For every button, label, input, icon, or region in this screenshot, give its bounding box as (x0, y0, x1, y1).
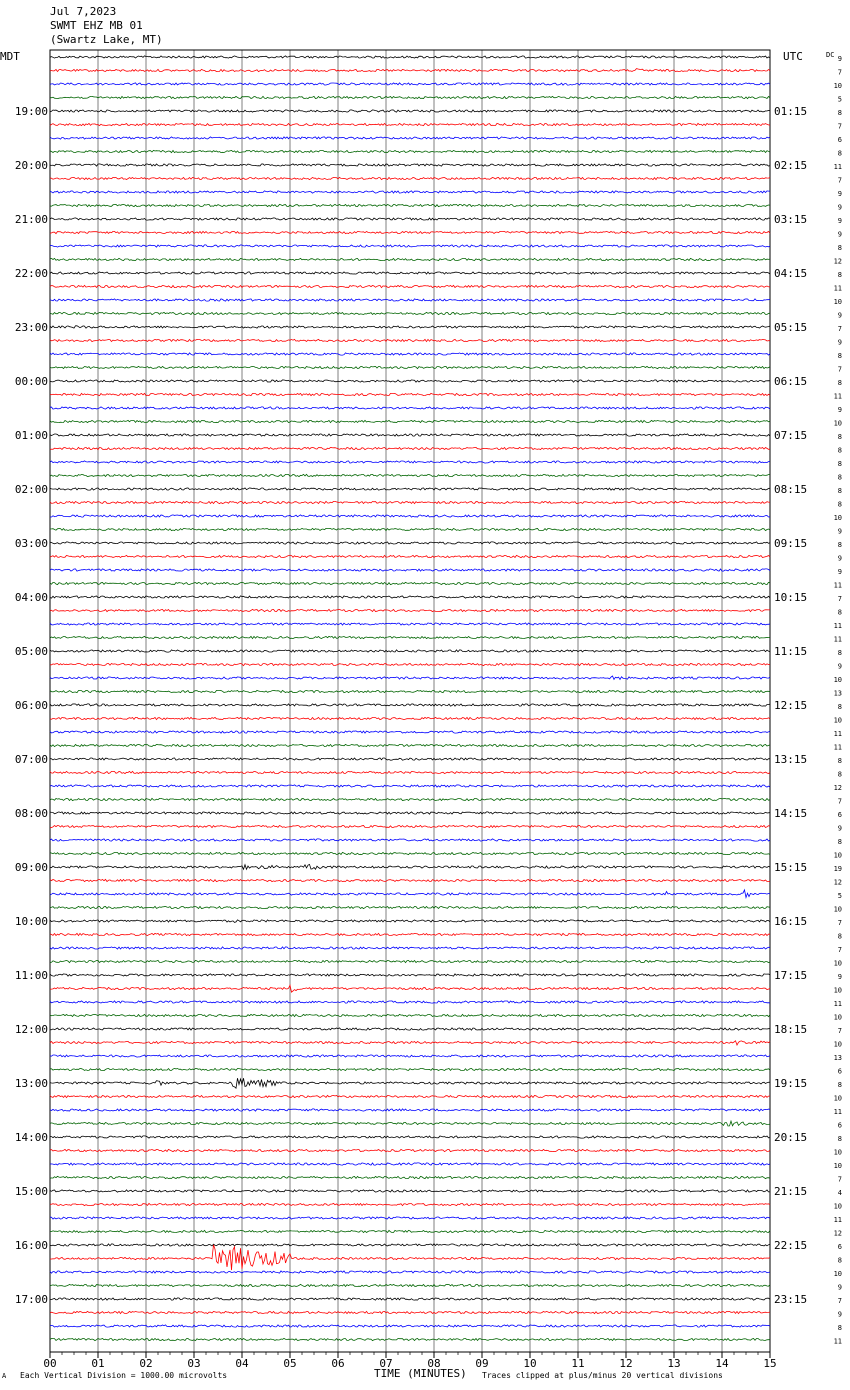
dc-value-label: 9 (837, 311, 842, 320)
dc-value-label: 10 (833, 82, 842, 90)
right-hour-label: 12:15 (774, 699, 808, 712)
seismic-trace (50, 1068, 770, 1070)
seismic-trace (50, 501, 770, 503)
seismic-trace (50, 1203, 770, 1205)
seismic-trace (50, 407, 770, 409)
seismic-trace (50, 1041, 770, 1045)
seismic-trace (50, 137, 770, 139)
seismic-trace (50, 110, 770, 112)
dc-value-label: 9 (837, 338, 842, 347)
dc-value-label: 8 (837, 541, 842, 549)
dc-value-label: 6 (837, 1243, 842, 1251)
right-hour-label: 14:15 (774, 807, 808, 820)
right-hour-label: 11:15 (774, 645, 808, 658)
seismic-trace (50, 164, 770, 166)
seismic-trace (50, 609, 770, 611)
dc-value-label: 7 (837, 1175, 842, 1184)
dc-value-label: 8 (837, 446, 842, 455)
left-hour-label: 11:00 (14, 969, 48, 982)
seismic-trace (50, 1078, 770, 1088)
seismic-trace (50, 985, 770, 992)
right-hour-label: 23:15 (774, 1293, 808, 1306)
dc-value-label: 10 (833, 419, 842, 428)
dc-value-label: 6 (837, 136, 842, 144)
left-hour-label: 14:00 (14, 1131, 48, 1144)
seismic-trace (50, 326, 770, 328)
dc-value-label: 13 (833, 689, 842, 698)
dc-value-label: 6 (837, 811, 842, 819)
dc-value-label: 9 (837, 1283, 842, 1292)
dc-value-label: 8 (837, 1081, 842, 1089)
dc-value-label: 8 (837, 770, 842, 779)
dc-value-label: 8 (837, 271, 842, 279)
seismic-trace (50, 864, 770, 869)
dc-value-label: 11 (833, 163, 842, 171)
seismic-trace (50, 663, 770, 665)
dc-value-label: 11 (833, 392, 842, 401)
x-tick-label: 00 (43, 1357, 57, 1370)
dc-value-label: 7 (837, 595, 842, 603)
dc-value-label: 7 (837, 68, 842, 77)
right-hour-label: 19:15 (774, 1077, 808, 1090)
right-hour-label: 08:15 (774, 483, 808, 496)
seismic-trace (50, 1149, 770, 1151)
dc-value-label: 9 (837, 554, 842, 563)
dc-value-label: 10 (833, 1094, 842, 1103)
seismic-trace (50, 798, 770, 800)
seismic-trace (50, 852, 770, 854)
seismic-trace (50, 1014, 770, 1016)
seismic-trace (50, 420, 770, 422)
dc-value-label: 10 (833, 716, 842, 725)
seismic-trace (50, 636, 770, 638)
seismic-trace (50, 1176, 770, 1178)
left-hour-label: 20:00 (14, 159, 48, 172)
seismic-trace (50, 177, 770, 179)
seismic-trace (50, 299, 770, 301)
left-hour-label: 23:00 (14, 321, 48, 334)
seismic-trace (50, 890, 770, 898)
right-hour-label: 03:15 (774, 213, 808, 226)
left-hour-label: 06:00 (14, 699, 48, 712)
seismic-trace (50, 528, 770, 530)
dc-value-label: 10 (833, 298, 842, 306)
seismic-trace (50, 1230, 770, 1232)
dc-value-label: 8 (837, 473, 842, 482)
dc-value-label: 11 (833, 730, 842, 738)
seismic-trace (50, 1163, 770, 1165)
seismic-trace (50, 312, 770, 314)
left-hour-label: 22:00 (14, 267, 48, 280)
x-tick-label: 08 (427, 1357, 441, 1370)
dc-value-label: 12 (833, 257, 842, 266)
dc-value-label: 8 (837, 932, 842, 941)
x-tick-label: 09 (475, 1357, 489, 1370)
dc-value-label: 13 (833, 1054, 842, 1062)
left-hour-label: 00:00 (14, 375, 48, 388)
seismic-trace (50, 488, 770, 490)
dc-value-label: 9 (837, 1310, 842, 1319)
dc-value-label: 9 (837, 568, 842, 576)
right-hour-label: 21:15 (774, 1185, 808, 1198)
seismic-trace (50, 812, 770, 814)
x-tick-label: 15 (763, 1357, 777, 1370)
right-hour-label: 02:15 (774, 159, 808, 172)
seismic-trace (50, 218, 770, 220)
right-hour-label: 15:15 (774, 861, 808, 874)
seismic-trace (50, 1325, 770, 1327)
left-hour-label: 09:00 (14, 861, 48, 874)
dc-value-label: 7 (837, 1027, 842, 1035)
dc-value-label: 8 (837, 109, 842, 117)
right-hour-label: 17:15 (774, 969, 808, 982)
seismic-trace (50, 1284, 770, 1286)
dc-value-label: 11 (833, 284, 842, 293)
seismic-trace (50, 245, 770, 247)
left-hour-label: 03:00 (14, 537, 48, 550)
dc-value-label: 10 (833, 1270, 842, 1278)
x-tick-label: 05 (283, 1357, 297, 1370)
left-hour-label: 12:00 (14, 1023, 48, 1036)
x-axis-label: TIME (MINUTES) (374, 1367, 467, 1380)
seismic-trace (50, 353, 770, 355)
seismic-trace (50, 434, 770, 436)
seismic-trace (50, 1245, 770, 1270)
dc-value-label: 8 (837, 703, 842, 711)
right-hour-label: 07:15 (774, 429, 808, 442)
clip-note: Traces clipped at plus/minus 20 vertical divisions (482, 1371, 723, 1380)
seismic-trace (50, 825, 770, 827)
dc-value-label: 12 (833, 878, 842, 887)
right-hour-label: 01:15 (774, 105, 808, 118)
dc-value-label: 7 (837, 365, 842, 374)
x-tick-label: 04 (235, 1357, 249, 1370)
dc-value-label: 11 (833, 622, 842, 630)
seismic-trace (50, 339, 770, 341)
seismic-trace (50, 1028, 770, 1030)
seismic-trace (50, 474, 770, 476)
seismic-trace (50, 717, 770, 719)
dc-value-label: 12 (833, 1229, 842, 1238)
left-hour-label: 02:00 (14, 483, 48, 496)
dc-value-label: 6 (837, 1067, 842, 1076)
x-tick-label: 07 (379, 1357, 393, 1370)
left-hour-label: 01:00 (14, 429, 48, 442)
x-tick-label: 11 (571, 1357, 585, 1370)
seismic-trace (50, 1095, 770, 1097)
dc-value-label: 8 (837, 379, 842, 387)
x-tick-label: 14 (715, 1357, 729, 1370)
dc-value-label: 7 (837, 797, 842, 806)
seismic-trace (50, 947, 770, 949)
dc-value-label: 10 (833, 851, 842, 860)
dc-value-label: 10 (833, 514, 842, 522)
dc-value-label: 7 (837, 946, 842, 954)
dc-value-label: 10 (833, 1202, 842, 1211)
seismic-trace (50, 1217, 770, 1219)
dc-value-label: 9 (837, 662, 842, 671)
seismic-trace (50, 83, 770, 85)
seismic-trace (50, 461, 770, 463)
seismic-trace (50, 690, 770, 692)
seismic-trace (50, 380, 770, 382)
seismic-trace (50, 1136, 770, 1138)
dc-header-label: DC (826, 51, 835, 59)
dc-value-label: 11 (833, 1108, 842, 1116)
seismic-trace (50, 1190, 770, 1192)
seismic-trace (50, 231, 770, 233)
seismic-trace (50, 204, 770, 206)
seismic-trace (50, 555, 770, 557)
corner-mark: A (2, 1372, 7, 1380)
dc-value-label: 5 (837, 95, 842, 104)
dc-value-label: 11 (833, 1000, 842, 1008)
seismic-trace (50, 1001, 770, 1003)
dc-value-label: 10 (833, 1040, 842, 1049)
dc-value-label: 8 (837, 487, 842, 495)
scale-note: Each Vertical Division = 1000.00 microvolts (20, 1371, 228, 1380)
dc-value-label: 11 (833, 581, 842, 590)
dc-value-label: 10 (833, 1013, 842, 1022)
x-tick-label: 13 (667, 1357, 681, 1370)
seismic-trace (50, 569, 770, 571)
seismic-trace (50, 920, 770, 923)
seismic-trace (50, 272, 770, 274)
left-hour-label: 04:00 (14, 591, 48, 604)
x-tick-label: 03 (187, 1357, 201, 1370)
left-hour-label: 13:00 (14, 1077, 48, 1090)
left-hour-label: 15:00 (14, 1185, 48, 1198)
seismic-trace (50, 1298, 770, 1300)
left-hour-label: 16:00 (14, 1239, 48, 1252)
left-hour-label: 21:00 (14, 213, 48, 226)
date-label: Jul 7,2023 (50, 5, 117, 18)
dc-value-label: 8 (837, 608, 842, 617)
seismic-trace (50, 123, 770, 125)
right-hour-label: 04:15 (774, 267, 808, 280)
dc-value-label: 9 (837, 217, 842, 225)
dc-value-label: 9 (837, 203, 842, 212)
seismic-trace (50, 839, 770, 841)
dc-value-label: 7 (837, 1297, 842, 1305)
dc-value-label: 8 (837, 433, 842, 441)
seismic-trace (50, 1109, 770, 1111)
dc-value-label: 19 (833, 865, 842, 873)
left-hour-label: 10:00 (14, 915, 48, 928)
dc-value-label: 7 (837, 919, 842, 927)
x-tick-label: 06 (331, 1357, 345, 1370)
left-hour-label: 05:00 (14, 645, 48, 658)
seismic-trace (50, 1271, 770, 1273)
dc-value-label: 9 (837, 527, 842, 536)
dc-value-label: 9 (837, 190, 842, 198)
seismic-trace (50, 56, 770, 58)
seismic-trace (50, 623, 770, 625)
dc-value-label: 10 (833, 1162, 842, 1170)
right-hour-label: 10:15 (774, 591, 808, 604)
seismic-trace (50, 96, 770, 98)
dc-value-label: 11 (833, 743, 842, 752)
right-hour-label: 13:15 (774, 753, 808, 766)
location-label: (Swartz Lake, MT) (50, 33, 163, 46)
dc-value-label: 12 (833, 784, 842, 792)
seismic-trace (50, 366, 770, 368)
dc-value-label: 11 (833, 635, 842, 644)
dc-value-label: 9 (837, 824, 842, 833)
seismic-trace (50, 542, 770, 544)
seismic-trace (50, 69, 770, 72)
seismic-trace (50, 1244, 770, 1246)
seismic-trace (50, 960, 770, 962)
dc-value-label: 9 (837, 230, 842, 239)
right-hour-label: 18:15 (774, 1023, 808, 1036)
seismic-trace (50, 731, 770, 733)
seismic-trace (50, 906, 770, 908)
dc-value-label: 7 (837, 122, 842, 131)
dc-value-label: 4 (837, 1189, 842, 1197)
dc-value-label: 8 (837, 1324, 842, 1332)
seismic-trace (50, 191, 770, 193)
dc-value-label: 6 (837, 1121, 842, 1130)
seismic-trace (50, 771, 770, 773)
seismic-trace (50, 582, 770, 584)
dc-value-label: 9 (837, 55, 842, 63)
seismic-trace (50, 393, 770, 395)
x-tick-label: 12 (619, 1357, 633, 1370)
seismic-trace (50, 704, 770, 706)
dc-value-label: 9 (837, 973, 842, 981)
dc-value-label: 5 (837, 892, 842, 900)
right-hour-label: 16:15 (774, 915, 808, 928)
right-hour-label: 06:15 (774, 375, 808, 388)
seismic-trace (50, 1338, 770, 1340)
seismic-trace (50, 974, 770, 976)
dc-value-label: 8 (837, 757, 842, 765)
seismic-trace (50, 744, 770, 746)
left-timezone-label: MDT (0, 50, 20, 63)
left-hour-label: 19:00 (14, 105, 48, 118)
right-hour-label: 05:15 (774, 321, 808, 334)
dc-value-label: 8 (837, 1256, 842, 1265)
left-hour-label: 07:00 (14, 753, 48, 766)
dc-value-label: 7 (837, 325, 842, 333)
seismic-trace (50, 596, 770, 598)
dc-value-label: 10 (833, 986, 842, 995)
seismic-trace (50, 1055, 770, 1057)
dc-value-label: 11 (833, 1337, 842, 1346)
dc-value-label: 8 (837, 649, 842, 657)
left-hour-label: 08:00 (14, 807, 48, 820)
x-tick-label: 02 (139, 1357, 153, 1370)
seismic-trace (50, 933, 770, 935)
dc-value-label: 8 (837, 838, 842, 846)
right-timezone-label: UTC (783, 50, 803, 63)
seismic-trace (50, 676, 770, 680)
seismic-trace (50, 447, 770, 449)
dc-value-label: 8 (837, 500, 842, 509)
dc-value-label: 10 (833, 959, 842, 968)
dc-value-label: 10 (833, 1148, 842, 1157)
right-hour-label: 09:15 (774, 537, 808, 550)
dc-value-label: 8 (837, 149, 842, 158)
seismic-trace (50, 1311, 770, 1313)
seismic-trace (50, 258, 770, 260)
dc-value-label: 10 (833, 676, 842, 684)
dc-value-label: 11 (833, 1216, 842, 1224)
x-tick-label: 01 (91, 1357, 105, 1370)
seismic-trace (50, 285, 770, 287)
dc-value-label: 8 (837, 1135, 842, 1143)
dc-value-label: 7 (837, 176, 842, 185)
right-hour-label: 22:15 (774, 1239, 808, 1252)
seismic-trace (50, 150, 770, 152)
right-hour-label: 20:15 (774, 1131, 808, 1144)
station-label: SWMT EHZ MB 01 (50, 19, 143, 32)
dc-value-label: 8 (837, 244, 842, 252)
dc-value-label: 8 (837, 352, 842, 360)
dc-value-label: 10 (833, 905, 842, 914)
dc-value-label: 9 (837, 406, 842, 414)
seismic-trace (50, 758, 770, 760)
seismic-trace (50, 515, 770, 517)
dc-value-label: 8 (837, 460, 842, 468)
seismic-trace (50, 785, 770, 787)
x-tick-label: 10 (523, 1357, 537, 1370)
seismic-trace (50, 1121, 770, 1126)
seismic-trace (50, 650, 770, 652)
seismic-trace (50, 879, 770, 881)
left-hour-label: 17:00 (14, 1293, 48, 1306)
